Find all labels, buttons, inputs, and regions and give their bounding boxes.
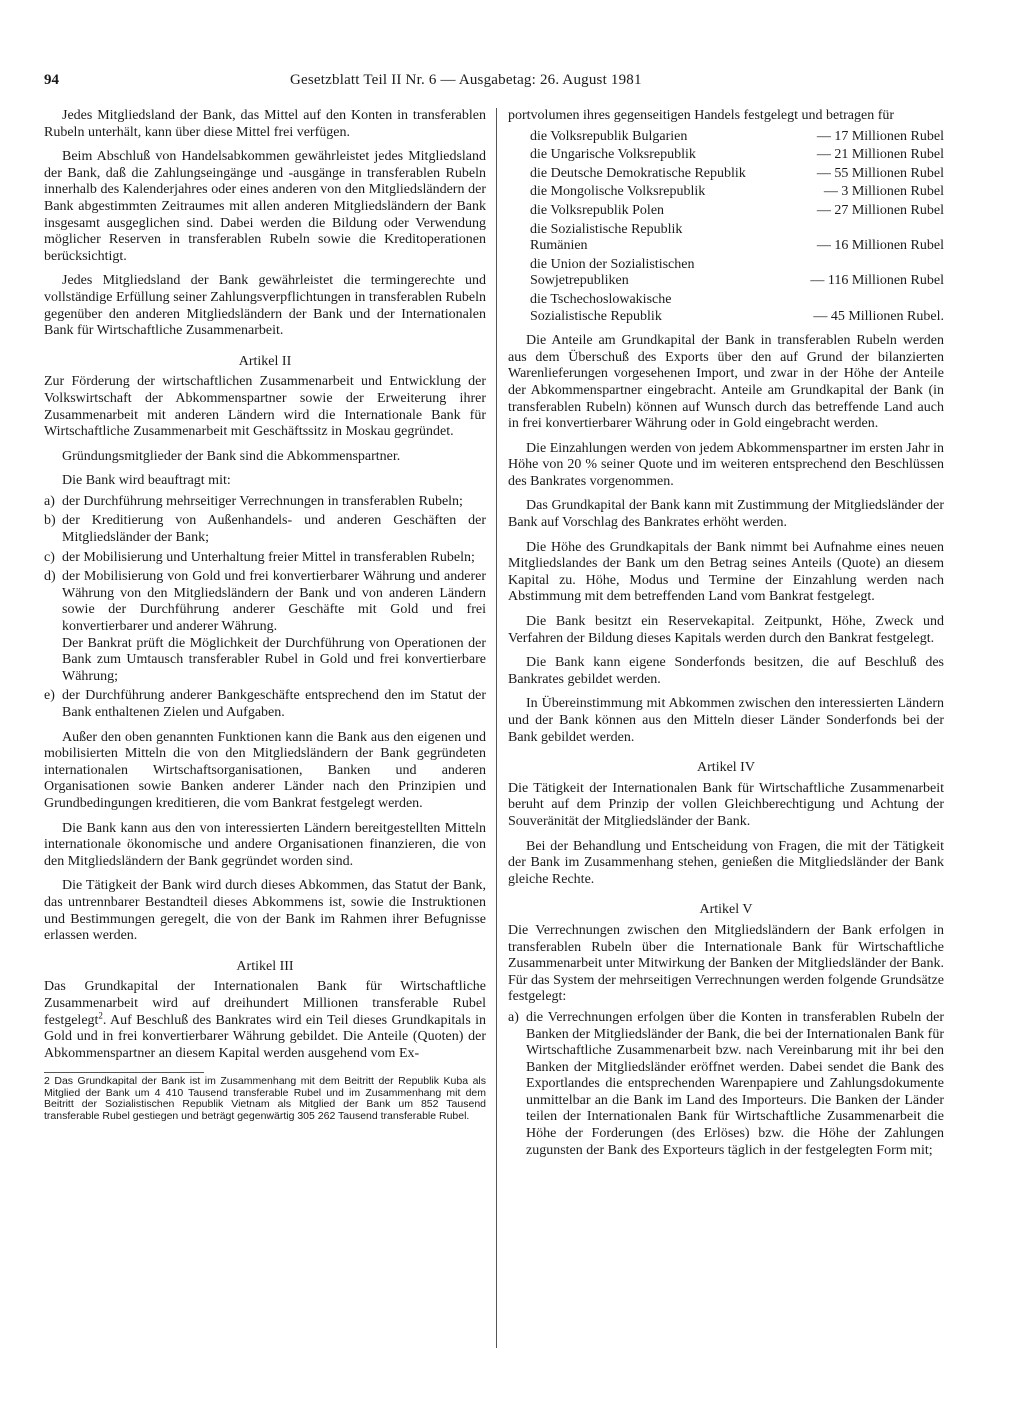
article-3-heading: Artikel III xyxy=(236,958,294,974)
paragraph: Die Verrechnungen zwischen den Mitgliedsländern der Bank erfolgen in transferablen Rubeln über die Internationale Bank für Wirtschaftliche Zusammenarbeit unter Mitwirkung der Banken der Mitgliedsländer der Bank. Für das System der mehrseitigen Verrechnungen werden folgende Grundsätze festgelegt: xyxy=(508,922,944,1005)
article-4-heading: Artikel IV xyxy=(697,760,755,776)
list-item-text: die Verrechnungen erfolgen über die Konten in transferablen Rubeln der Banken der Mitgliedsländer der Bank, die bei der Internationalen Bank für Wirtschaftliche Zusammenarbeit bzw. nach Vereinbarung mit ihr bei den Banken der Mitgliedsländer eröffnet werden. Dabei sendet die Bank des Exportlandes die entsprechenden Warenpapiere und Zahlungsdokumente unmittelbar an die Bank im Land des Importeurs. Die Banken der Länder teilen der Internationalen Bank für Wirtschaftliche Zusammenarbeit die Höhe der Forderungen (des Erlöses) bzw. die Höhe der Zahlungen zugunsten der Bank des Exporteurs täglich in der festgelegten Form mit; xyxy=(526,1009,944,1158)
quota-country: die Mongolische Volksrepublik xyxy=(530,184,706,200)
quota-amount: — 45 Millionen Rubel. xyxy=(813,308,944,324)
list-item-label: a) xyxy=(44,493,55,509)
list-item-text: der Mobilisierung und Unterhaltung freier Mittel in transferablen Rubeln; xyxy=(62,549,475,565)
quota-country: die Deutsche Demokratische Republik xyxy=(530,165,746,181)
quota-amount: — 27 Millionen Rubel xyxy=(816,202,944,218)
list-item xyxy=(44,494,486,511)
quota-amount: — 21 Millionen Rubel xyxy=(816,147,944,163)
paragraph-text: Das Grundkapital der Internationalen Bank für Wirtschaftliche Zusammenarbeit wird auf dreihundert Millionen transferable Rubel festgelegt xyxy=(44,979,486,1028)
list-item xyxy=(44,569,486,685)
list-item-body xyxy=(62,569,486,685)
quota-row xyxy=(530,203,944,220)
left-column xyxy=(44,108,486,1123)
footnote-reference[interactable]: 2 xyxy=(98,1009,103,1020)
quota-country: die Volksrepublik Polen xyxy=(530,202,665,218)
quota-country: die Sozialistische Republik Rumänien xyxy=(530,221,683,254)
paragraph: Die Bank besitzt ein Reservekapital. Zeitpunkt, Höhe, Zweck und Verfahren der Bildung dieses Kapitals werden durch den Bankrat festgelegt. xyxy=(508,614,944,646)
paragraph: Die Anteile am Grundkapital der Bank in transferablen Rubeln werden aus dem Überschuß des Exports über den auf Grund der bilanzierten Warenlieferungen vorgesehenen Import, und zwar in der Höhe der Anteile der Abkommenspartner eingebracht. Anteile am Grundkapital der Bank (in transferablen Rubeln) können auf Wunsch durch das betreffende Land auch in frei konvertierbarer Währung oder in Gold eingebracht werden. xyxy=(508,333,944,432)
list-item-label: b) xyxy=(44,513,56,529)
list-item xyxy=(508,1010,944,1159)
paragraph: Die Bank kann eigene Sonderfonds besitzen, die auf Beschluß des Bankrates gebildet werden. xyxy=(508,655,944,687)
list-item-label: c) xyxy=(44,549,55,565)
list-item-label: e) xyxy=(44,688,55,704)
right-column xyxy=(508,108,944,1162)
article-5-heading: Artikel V xyxy=(699,902,753,918)
quota-country: die Union der Sozialistischen Sowjetrepubliken xyxy=(530,256,695,289)
quota-amount: — 55 Millionen Rubel xyxy=(816,165,944,181)
paragraph: Beim Abschluß von Handelsabkommen gewährleistet jedes Mitgliedsland der Bank, daß die Zahlungseingänge und -ausgänge in transferablen Rubeln innerhalb des Kalenderjahres oder eines anderen von den Mitgliedsländern der Bank abgestimmten Zeitraumes mit allen anderen Mitgliedsländern der Bank insgesamt ausgeglichen sind. Dabei werden die Bildung oder Verwendung möglicher Reserven in transferablen Rubeln sowie die Kreditoperationen berücksichtigt. xyxy=(44,149,486,264)
list-item xyxy=(44,688,486,721)
quota-country: die Volksrepublik Bulgarien xyxy=(530,128,688,144)
quota-row xyxy=(530,184,944,201)
quota-row xyxy=(530,257,944,290)
paragraph: Die Einzahlungen werden von jedem Abkommenspartner im ersten Jahr in Höhe von 20 % seiner Quote und im weiteren entsprechend den Beschlüssen des Bankrates vorgenommen. xyxy=(508,440,944,489)
paragraph: Die Tätigkeit der Bank wird durch dieses Abkommen, das Statut der Bank, das untrennbarer Bestandteil dieses Abkommens ist, sowie die Instruktionen und Bestimmungen geregelt, die von der Bank im Rahmen ihrer Befugnisse erlassen werden. xyxy=(44,878,486,944)
list-item-text: der Kreditierung von Außenhandels- und anderen Geschäften der Mitgliedsländer der Bank; xyxy=(62,513,486,546)
paragraph: Außer den oben genannten Funktionen kann die Bank aus den eigenen und mobilisierten Mitteln die von den Mitgliedsländern der Bank gegründeten internationalen Wirtschaftsorganisationen, Banken und anderen Organisationen sowie Banken anderer Länder nach den Prinzipien und Grundbedingungen kreditieren, die vom Bankrat festgelegt werden. xyxy=(44,729,486,811)
running-header: Gesetzblatt Teil II Nr. 6 — Ausgabetag: 26. August 1981 xyxy=(290,72,642,88)
quota-row xyxy=(530,166,944,183)
quota-row xyxy=(530,222,944,255)
quota-row xyxy=(530,129,944,146)
paragraph: Die Bank wird beauftragt mit: xyxy=(62,473,231,489)
list-item-label: a) xyxy=(508,1009,519,1025)
paragraph: Jedes Mitgliedsland der Bank gewährleistet die termingerechte und vollständige Erfüllung seiner Zahlungsverpflichtungen in transferablen Rubeln gegenüber den anderen Mitgliedsländern der Bank und der Internationalen Bank für Wirtschaftliche Zusammenarbeit. xyxy=(44,273,486,339)
paragraph: Das Grundkapital der Bank kann mit Zustimmung der Mitgliedsländer der Bank auf Vorschlag des Bankrates erhöht werden. xyxy=(508,498,944,531)
list-item-label: d) xyxy=(44,569,56,585)
paragraph: Jedes Mitgliedsland der Bank, das Mittel auf den Konten in transferablen Rubeln unterhält, kann über diese Mittel frei verfügen. xyxy=(44,108,486,140)
paragraph-text: . Auf Beschluß des Bankrates wird ein Teil dieses Grundkapitals in Gold und in frei konvertierbarer Währung gebildet. Die Anteile (Quoten) der Abkommenspartner an diesem Kapital werden ausgehend vom Ex- xyxy=(44,1012,486,1061)
paragraph: Bei der Behandlung und Entscheidung von Fragen, die mit der Tätigkeit der Bank im Zusammenhang stehen, genießen die Mitgliedsländer der Bank gleiche Rechte. xyxy=(508,838,944,887)
quota-amount: — 16 Millionen Rubel xyxy=(816,238,944,254)
paragraph: Die Bank kann aus den von interessierten Ländern bereitgestellten Mitteln internationale ökonomische und andere Organisationen finanzieren, die von den Mitgliedsländern der Bank gegründet worden sind. xyxy=(44,820,486,869)
list-item xyxy=(44,513,486,546)
list-item-text: der Durchführung anderer Bankgeschäfte entsprechend den im Statut der Bank enthaltenen Zielen und Aufgaben. xyxy=(62,688,486,720)
quota-row xyxy=(530,147,944,164)
quota-country: die Ungarische Volksrepublik xyxy=(530,147,696,163)
paragraph: portvolumen ihres gegenseitigen Handels festgelegt und betragen für xyxy=(508,108,895,123)
paragraph: In Übereinstimmung mit Abkommen zwischen den interessierten Ländern und der Bank können aus den Mitteln dieser Länder Sonderfonds bei der Bank gebildet werden. xyxy=(508,696,944,745)
paragraph: Die Höhe des Grundkapitals der Bank nimmt bei Aufnahme eines neuen Mitgliedslandes der Bank um den Betrag seines Anteils (Quote) an diesem Kapital zu. Höhe, Modus und Termine der Einzahlung werden nach Abstimmung mit dem betreffenden Land vom Bankrat festgelegt. xyxy=(508,539,944,605)
paragraph xyxy=(44,979,486,1062)
paragraph: Die Tätigkeit der Internationalen Bank für Wirtschaftliche Zusammenarbeit beruht auf dem Prinzip der vollen Gleichberechtigung und Achtung der Souveränität der Mitgliedsländer der Bank. xyxy=(508,780,944,829)
list-item-text: der Mobilisierung von Gold und frei konvertierbarer Währung und anderer Währung von den Mitgliedsländern der Bank und von anderen Ländern sowie der Durchführung anderer Geschäfte mit Gold und frei konvertierbarer und anderer Währung. xyxy=(62,569,486,635)
paragraph: Zur Förderung der wirtschaftlichen Zusammenarbeit und Entwicklung der Volkswirtschaft der Abkommenspartner sowie der Erweiterung ihrer Zusammenarbeit mit anderen Ländern wird die Internationale Bank für Wirtschaftliche Zusammenarbeit mit Geschäftssitz in Moskau gegründet. xyxy=(44,374,486,440)
quota-amount: — 17 Millionen Rubel xyxy=(816,128,944,144)
quota-amount: — 3 Millionen Rubel xyxy=(823,184,944,200)
article-2-heading: Artikel II xyxy=(238,353,292,369)
page-number: 94 xyxy=(44,72,59,88)
quota-row xyxy=(530,292,944,325)
column-rule xyxy=(496,108,497,1348)
paragraph: Gründungsmitglieder der Bank sind die Abkommenspartner. xyxy=(62,448,401,464)
list-item-subtext: Der Bankrat prüft die Möglichkeit der Durchführung von Operationen der Bank zum Umtausch transferabler Rubel in Gold und frei konvertierbare Währung; xyxy=(62,635,486,684)
footnote: 2 Das Grundkapital der Bank ist im Zusammenhang mit dem Beitritt der Republik Kuba als Mitglied der Bank um 4 410 Tausend transferable Rubel und im Zusammenhang mit dem Beitritt der Sozialistischen Republik Vietnam als Mitglied der Bank um 852 Tausend transferable Rubel gestiegen und beträgt gegenwärtig 305 262 Tausend transferable Rubel. xyxy=(44,1075,486,1123)
list-item-text: der Durchführung mehrseitiger Verrechnungen in transferablen Rubeln; xyxy=(62,493,463,509)
quota-amount: — 116 Millionen Rubel xyxy=(810,273,944,289)
quota-country: die Tschechoslowakische Sozialistische Republik xyxy=(530,291,672,324)
list-item xyxy=(44,550,486,567)
